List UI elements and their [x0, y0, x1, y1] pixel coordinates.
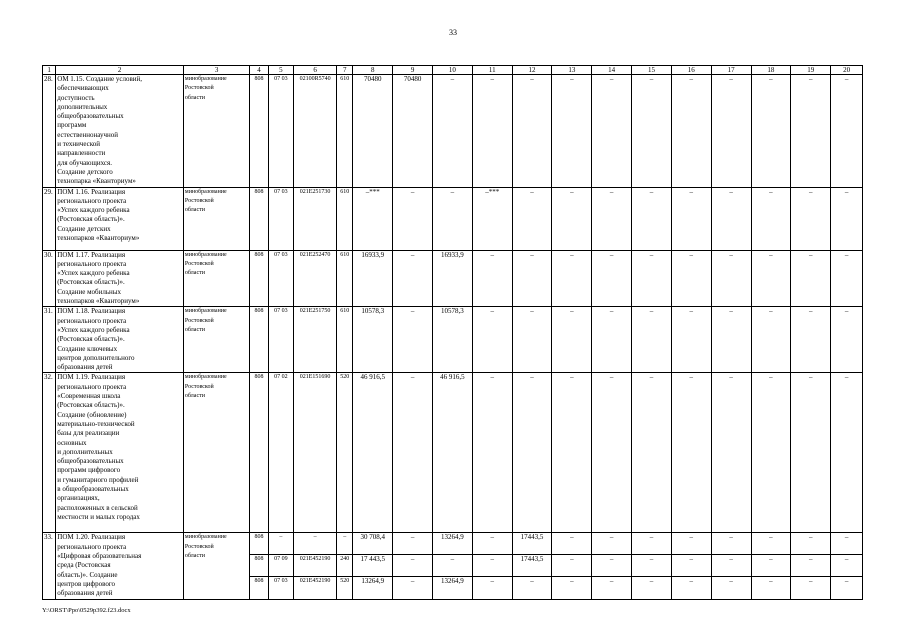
- cell-col-12: 17443,5: [512, 533, 552, 555]
- cell-col-7: 520: [337, 373, 353, 533]
- cell-col-10: –: [433, 187, 473, 250]
- cell-col-11: –: [472, 577, 512, 599]
- column-number-row: [43, 66, 863, 75]
- cell-col-4: 808: [250, 533, 268, 555]
- cell-col-6: 021E452190: [294, 577, 337, 599]
- cell-col-5: –: [268, 533, 294, 555]
- cell-col-7: 520: [337, 577, 353, 599]
- measure-name: ПОМ 1.20. Реализация регионального проекта «Цифровая образовательная среда (Ростовская область)». Создание центров цифрового образования детей: [56, 533, 184, 599]
- cell-col-14: –: [592, 555, 632, 577]
- cell-col-14: –: [592, 577, 632, 599]
- cell-col-19: –: [791, 373, 831, 533]
- executor: минобразование Ростовской области: [183, 533, 249, 599]
- cell-col-18: –: [751, 307, 791, 373]
- cell-col-12: –: [512, 577, 552, 599]
- cell-col-16: –: [671, 577, 711, 599]
- cell-col-12: –: [512, 373, 552, 533]
- cell-col-10: 16933,9: [433, 250, 473, 307]
- measure-name: ПОМ 1.17. Реализация регионального проекта «Успех каждого ребенка (Ростовская область)». Создание мобильных технопарков «Кванториум»: [56, 250, 184, 307]
- column-number-cell: 15: [632, 66, 672, 75]
- cell-col-15: –: [632, 187, 672, 250]
- cell-col-20: –: [831, 187, 863, 250]
- cell-col-14: –: [592, 250, 632, 307]
- cell-col-14: –: [592, 533, 632, 555]
- cell-col-6: –: [294, 533, 337, 555]
- column-number-cell: 19: [791, 66, 831, 75]
- cell-col-15: –: [632, 577, 672, 599]
- cell-col-16: –: [671, 75, 711, 188]
- cell-col-7: 610: [337, 187, 353, 250]
- cell-col-5: 07 03: [268, 250, 294, 307]
- cell-col-19: –: [791, 75, 831, 188]
- cell-col-12: –: [512, 75, 552, 188]
- cell-col-8: 10578,3: [353, 307, 393, 373]
- cell-col-19: –: [791, 187, 831, 250]
- cell-col-14: –: [592, 75, 632, 188]
- cell-col-4: 808: [250, 187, 268, 250]
- cell-col-10: 46 916,5: [433, 373, 473, 533]
- cell-col-12: 17443,5: [512, 555, 552, 577]
- table-row: [43, 373, 863, 533]
- file-path-footer: Y:\ORST\Ppo\0529p392.f23.docx: [42, 607, 131, 614]
- cell-col-20: –: [831, 307, 863, 373]
- cell-col-20: –: [831, 555, 863, 577]
- row-number: 32.: [43, 373, 56, 533]
- cell-col-9: –: [393, 250, 433, 307]
- cell-col-4: 808: [250, 307, 268, 373]
- column-number-cell: 18: [751, 66, 791, 75]
- column-number-cell: 9: [393, 66, 433, 75]
- cell-col-19: –: [791, 533, 831, 555]
- cell-col-11: –: [472, 555, 512, 577]
- cell-col-12: –: [512, 250, 552, 307]
- executor: минобразование Ростовской области: [183, 75, 249, 188]
- cell-col-11: –: [472, 250, 512, 307]
- cell-col-9: 70480: [393, 75, 433, 188]
- cell-col-8: 13264,9: [353, 577, 393, 599]
- cell-col-7: –: [337, 533, 353, 555]
- cell-col-16: –: [671, 307, 711, 373]
- cell-col-10: 10578,3: [433, 307, 473, 373]
- cell-col-16: –: [671, 187, 711, 250]
- cell-col-17: –: [711, 533, 751, 555]
- cell-col-10: –: [433, 555, 473, 577]
- column-number-cell: 17: [711, 66, 751, 75]
- cell-col-13: –: [552, 533, 592, 555]
- cell-col-9: –: [393, 555, 433, 577]
- cell-col-5: 07 09: [268, 555, 294, 577]
- column-number-cell: 12: [512, 66, 552, 75]
- cell-col-18: –: [751, 250, 791, 307]
- column-number-cell: 5: [268, 66, 294, 75]
- cell-col-14: –: [592, 187, 632, 250]
- measure-name: ПОМ 1.18. Реализация регионального проекта «Успех каждого ребенка (Ростовская область)». Создание ключевых центров дополнительного образования детей: [56, 307, 184, 373]
- cell-col-13: –: [552, 373, 592, 533]
- cell-col-15: –: [632, 75, 672, 188]
- cell-col-8: 30 708,4: [353, 533, 393, 555]
- cell-col-17: –: [711, 555, 751, 577]
- cell-col-7: 610: [337, 250, 353, 307]
- cell-col-19: –: [791, 577, 831, 599]
- executor: минобразование Ростовской области: [183, 187, 249, 250]
- cell-col-11: –: [472, 75, 512, 188]
- cell-col-13: –: [552, 577, 592, 599]
- measure-name: ПОМ 1.19. Реализация регионального проекта «Современная школа (Ростовская область)». Создание (обновление) материально-технической базы для реализации основных и дополнительных общеобразовательных программ цифрового и гуманитарного профилей в общеобразовательных организациях, расположенных в сельской местности и малых городах: [56, 373, 184, 533]
- cell-col-8: 70480: [353, 75, 393, 188]
- cell-col-9: –: [393, 307, 433, 373]
- cell-col-11: –***: [472, 187, 512, 250]
- cell-col-13: –: [552, 555, 592, 577]
- cell-col-12: –: [512, 187, 552, 250]
- cell-col-16: –: [671, 250, 711, 307]
- cell-col-11: –: [472, 533, 512, 555]
- cell-col-5: 07 02: [268, 373, 294, 533]
- cell-col-4: 808: [250, 75, 268, 188]
- table-row: [43, 307, 863, 373]
- cell-col-14: –: [592, 307, 632, 373]
- table-row: [43, 75, 863, 188]
- cell-col-6: 021E252470: [294, 250, 337, 307]
- cell-col-11: –: [472, 307, 512, 373]
- cell-col-9: –: [393, 577, 433, 599]
- cell-col-16: –: [671, 555, 711, 577]
- column-number-cell: 8: [353, 66, 393, 75]
- cell-col-16: –: [671, 373, 711, 533]
- cell-col-13: –: [552, 250, 592, 307]
- cell-col-7: 240: [337, 555, 353, 577]
- cell-col-18: –: [751, 577, 791, 599]
- cell-col-15: –: [632, 533, 672, 555]
- budget-table: [42, 65, 863, 600]
- table-row: [43, 187, 863, 250]
- measure-name: ПОМ 1.16. Реализация регионального проекта «Успех каждого ребенка (Ростовская область)». Создание детских технопарков «Кванториум»: [56, 187, 184, 250]
- cell-col-10: 13264,9: [433, 533, 473, 555]
- executor: минобразование Ростовской области: [183, 373, 249, 533]
- cell-col-13: –: [552, 75, 592, 188]
- column-number-cell: 10: [433, 66, 473, 75]
- cell-col-4: 808: [250, 373, 268, 533]
- cell-col-12: –: [512, 307, 552, 373]
- cell-col-6: 02100R5740: [294, 75, 337, 188]
- cell-col-18: –: [751, 75, 791, 188]
- table-row: [43, 533, 863, 555]
- page-number: 33: [449, 28, 457, 37]
- cell-col-14: –: [592, 373, 632, 533]
- column-number-cell: 14: [592, 66, 632, 75]
- column-number-cell: 4: [250, 66, 268, 75]
- row-number: 29.: [43, 187, 56, 250]
- cell-col-19: –: [791, 250, 831, 307]
- cell-col-8: 46 916,5: [353, 373, 393, 533]
- cell-col-20: –: [831, 577, 863, 599]
- cell-col-20: –: [831, 250, 863, 307]
- cell-col-17: –: [711, 250, 751, 307]
- cell-col-9: –: [393, 533, 433, 555]
- column-number-cell: 20: [831, 66, 863, 75]
- cell-col-6: 021E151690: [294, 373, 337, 533]
- table-row: [43, 250, 863, 307]
- cell-col-20: –: [831, 373, 863, 533]
- cell-col-9: –: [393, 373, 433, 533]
- column-number-cell: 2: [56, 66, 184, 75]
- column-number-cell: 3: [183, 66, 249, 75]
- cell-col-4: 808: [250, 555, 268, 577]
- cell-col-6: 021E251750: [294, 307, 337, 373]
- cell-col-6: 021E251730: [294, 187, 337, 250]
- cell-col-10: 13264,9: [433, 577, 473, 599]
- cell-col-7: 610: [337, 307, 353, 373]
- column-number-cell: 13: [552, 66, 592, 75]
- cell-col-19: –: [791, 307, 831, 373]
- cell-col-19: –: [791, 555, 831, 577]
- cell-col-17: –: [711, 75, 751, 188]
- measure-name: ОМ 1.15. Создание условий, обеспечивающих доступность дополнительных общеобразовательных программ естественнонаучной и технической направленности для обучающихся. Создание детского технопарка «Кванториум»: [56, 75, 184, 188]
- column-number-cell: 6: [294, 66, 337, 75]
- cell-col-16: –: [671, 533, 711, 555]
- cell-col-5: 07 03: [268, 307, 294, 373]
- cell-col-15: –: [632, 307, 672, 373]
- cell-col-9: –: [393, 187, 433, 250]
- cell-col-18: –: [751, 187, 791, 250]
- cell-col-17: –: [711, 373, 751, 533]
- column-number-cell: 1: [43, 66, 56, 75]
- cell-col-17: –: [711, 577, 751, 599]
- cell-col-4: 808: [250, 577, 268, 599]
- column-number-cell: 16: [671, 66, 711, 75]
- cell-col-6: 021E452190: [294, 555, 337, 577]
- cell-col-17: –: [711, 307, 751, 373]
- row-number: 30.: [43, 250, 56, 307]
- row-number: 33.: [43, 533, 56, 599]
- cell-col-15: –: [632, 250, 672, 307]
- cell-col-10: –: [433, 75, 473, 188]
- cell-col-11: –: [472, 373, 512, 533]
- cell-col-17: –: [711, 187, 751, 250]
- cell-col-8: 16933,9: [353, 250, 393, 307]
- cell-col-15: –: [632, 373, 672, 533]
- column-number-cell: 7: [337, 66, 353, 75]
- cell-col-13: –: [552, 307, 592, 373]
- cell-col-5: 07 03: [268, 577, 294, 599]
- cell-col-13: –: [552, 187, 592, 250]
- cell-col-7: 610: [337, 75, 353, 188]
- cell-col-18: –: [751, 533, 791, 555]
- row-number: 28.: [43, 75, 56, 188]
- cell-col-5: 07 03: [268, 187, 294, 250]
- row-number: 31.: [43, 307, 56, 373]
- cell-col-20: –: [831, 533, 863, 555]
- cell-col-4: 808: [250, 250, 268, 307]
- cell-col-8: 17 443,5: [353, 555, 393, 577]
- cell-col-20: –: [831, 75, 863, 188]
- executor: минобразование Ростовской области: [183, 250, 249, 307]
- cell-col-8: –***: [353, 187, 393, 250]
- cell-col-18: –: [751, 555, 791, 577]
- cell-col-15: –: [632, 555, 672, 577]
- cell-col-5: 07 03: [268, 75, 294, 188]
- column-number-cell: 11: [472, 66, 512, 75]
- executor: минобразование Ростовской области: [183, 307, 249, 373]
- cell-col-18: –: [751, 373, 791, 533]
